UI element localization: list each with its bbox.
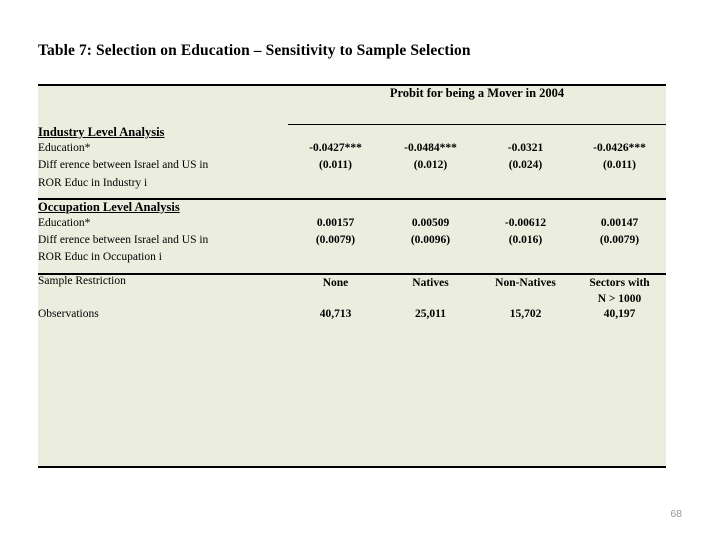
coefficient-value: 0.00509 bbox=[411, 216, 450, 229]
coefficient-cell bbox=[478, 215, 573, 267]
standard-error-value: (0.011) bbox=[319, 159, 352, 172]
section-heading-industry: Industry Level Analysis bbox=[38, 125, 165, 139]
observations-value: 15,702 bbox=[509, 307, 542, 320]
coefficient-cell bbox=[478, 140, 573, 192]
sample-restriction-value bbox=[478, 274, 573, 308]
table-row bbox=[38, 215, 666, 267]
table-header-row bbox=[38, 86, 666, 125]
coefficient-value: -0.0484*** bbox=[404, 142, 457, 154]
coefficient-cell bbox=[573, 215, 666, 267]
variable-label-occupation bbox=[38, 215, 288, 267]
section-heading-row-industry bbox=[38, 125, 666, 141]
sample-restriction-value bbox=[288, 274, 383, 308]
restriction-line1: None bbox=[322, 276, 349, 289]
spanning-header-probit: Probit for being a Mover in 2004 bbox=[288, 86, 666, 125]
section-divider-industry bbox=[38, 192, 666, 199]
page-number: 68 bbox=[670, 508, 682, 520]
restriction-line1: Non-Natives bbox=[495, 276, 556, 289]
page-title: Table 7: Selection on Education – Sensitivity to Sample Selection bbox=[38, 42, 471, 59]
observations-value: 40,713 bbox=[319, 307, 352, 320]
results-table bbox=[38, 86, 666, 320]
variable-label-line1: Education* bbox=[38, 216, 91, 229]
table-row bbox=[38, 140, 666, 192]
standard-error-value: (0.0079) bbox=[599, 234, 640, 246]
variable-label-line3: ROR Educ in Industry i bbox=[38, 176, 148, 189]
section-heading-occupation: Occupation Level Analysis bbox=[38, 199, 180, 214]
standard-error-value: (0.0079) bbox=[315, 234, 356, 246]
variable-label-line3: ROR Educ in Occupation i bbox=[38, 251, 162, 264]
coefficient-cell bbox=[383, 140, 478, 192]
sample-restriction-row bbox=[38, 274, 666, 308]
sample-restriction-label: Sample Restriction bbox=[38, 274, 126, 287]
coefficient-value: -0.0426*** bbox=[593, 142, 646, 154]
coefficient-cell bbox=[573, 140, 666, 192]
coefficient-cell bbox=[383, 215, 478, 267]
coefficient-cell bbox=[288, 215, 383, 267]
header-spacer-cell bbox=[38, 86, 288, 125]
variable-label-line1: Education* bbox=[38, 142, 91, 154]
standard-error-value: (0.024) bbox=[508, 159, 543, 172]
divider-line bbox=[38, 267, 666, 274]
observations-row bbox=[38, 308, 666, 320]
coefficient-value: 0.00157 bbox=[316, 216, 355, 229]
sample-restriction-value bbox=[383, 274, 478, 308]
coefficient-value: -0.0427*** bbox=[309, 142, 362, 154]
variable-label-line2: Diff erence between Israel and US in bbox=[38, 234, 209, 246]
observations-value: 25,011 bbox=[415, 307, 446, 320]
variable-label-industry bbox=[38, 140, 288, 192]
observations-value: 40,197 bbox=[603, 307, 636, 320]
section-divider-occupation bbox=[38, 267, 666, 274]
coefficient-value: -0.0321 bbox=[507, 142, 544, 154]
coefficient-cell bbox=[288, 140, 383, 192]
standard-error-value: (0.016) bbox=[508, 234, 543, 246]
standard-error-value: (0.011) bbox=[603, 159, 636, 172]
restriction-line1: Natives bbox=[412, 276, 449, 289]
sample-restriction-value bbox=[573, 274, 666, 308]
section-heading-row-occupation bbox=[38, 199, 666, 215]
observations-label: Observations bbox=[38, 307, 99, 320]
restriction-line1: Sectors with bbox=[589, 276, 650, 289]
coefficient-value: 0.00147 bbox=[600, 216, 639, 229]
standard-error-value: (0.0096) bbox=[410, 234, 451, 246]
divider-line bbox=[38, 192, 666, 199]
results-table-panel bbox=[38, 84, 666, 468]
standard-error-value: (0.012) bbox=[413, 159, 448, 172]
variable-label-line2: Diff erence between Israel and US in bbox=[38, 159, 209, 172]
coefficient-value: -0.00612 bbox=[504, 216, 547, 229]
restriction-line2: N > 1000 bbox=[597, 293, 642, 306]
